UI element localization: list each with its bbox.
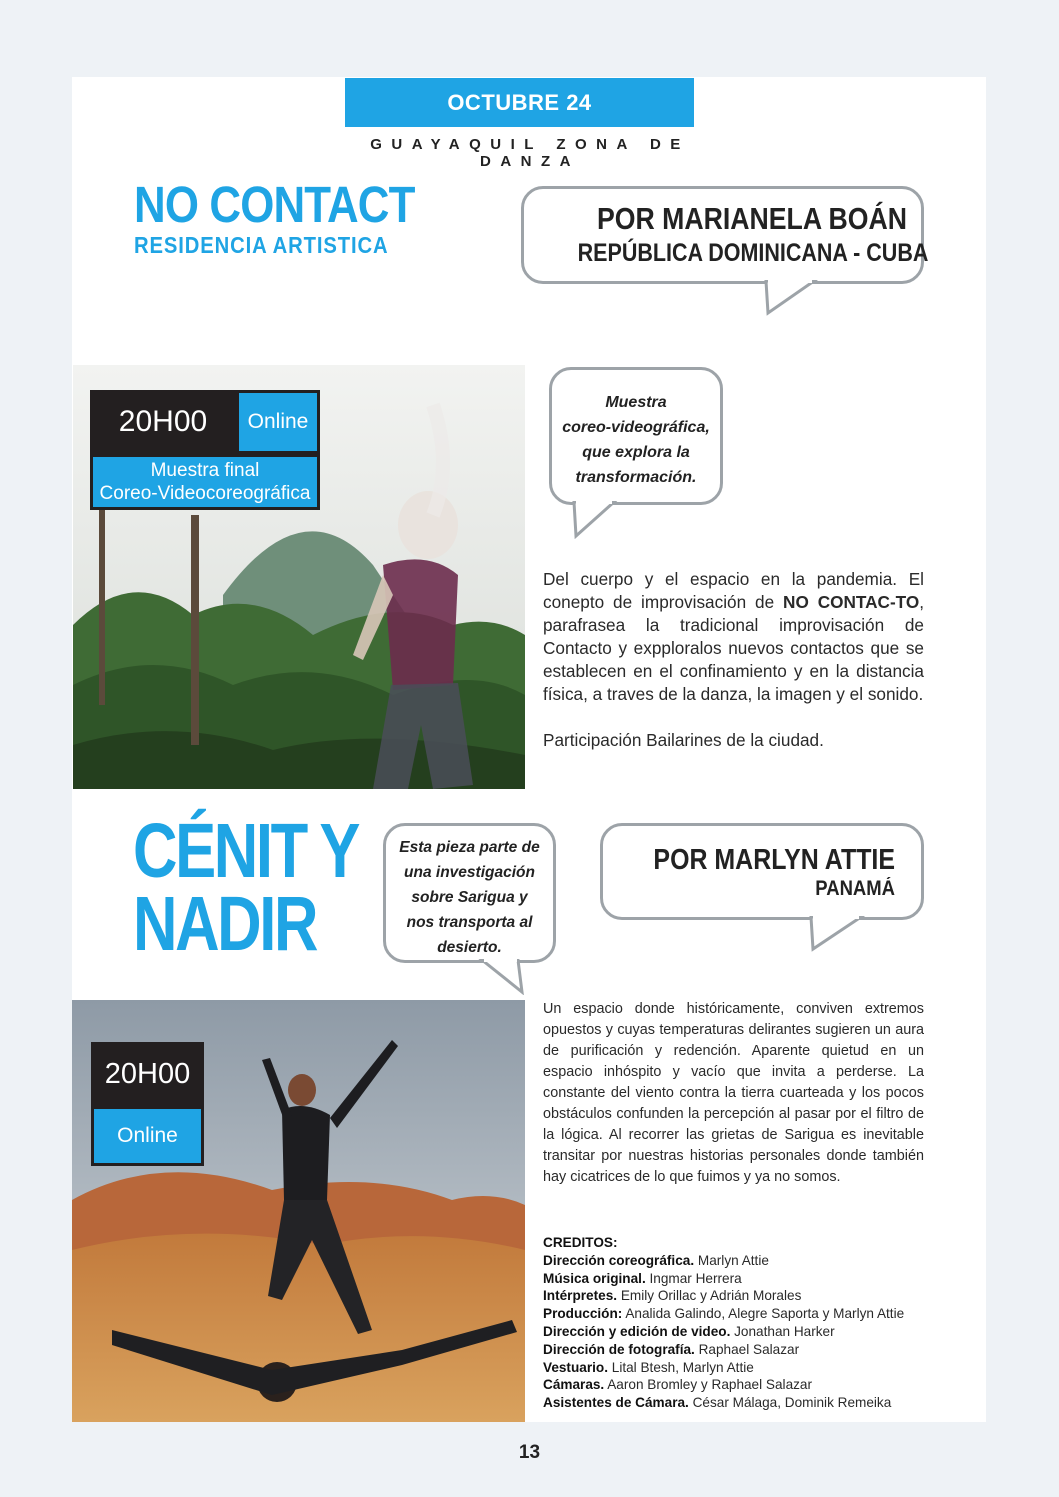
credit-names: Ingmar Herrera: [645, 1270, 742, 1286]
credit-role: Intérpretes.: [543, 1288, 618, 1304]
event1-subtitle: RESIDENCIA ARTISTICA: [134, 232, 389, 258]
event1-label-line: Muestra final: [150, 460, 260, 481]
credit-names: Emily Orillac y Adrián Morales: [617, 1288, 802, 1304]
event2-quote-line: Esta pieza parte de: [399, 839, 540, 856]
event2-mode-badge: Online: [91, 1106, 204, 1166]
credit-row: [543, 1376, 933, 1394]
bubble-tail-icon: [805, 916, 867, 952]
credit-row: [543, 1323, 933, 1341]
bubble-tail-icon: [570, 501, 620, 539]
event1-author: POR MARIANELA BOÁN: [596, 201, 907, 236]
event2-country: PANAMÁ: [815, 877, 895, 900]
event1-participation: Participación Bailarines de la ciudad.: [543, 730, 824, 750]
credit-role: Producción:: [543, 1306, 623, 1322]
credit-row: [543, 1270, 933, 1288]
credit-row: [543, 1252, 933, 1270]
event2-quote-line: desierto.: [437, 939, 502, 956]
event1-desc-text: , parafrasea la tradicional improvisación de Contacto y expploralos nuevos contactos que se establecen en el confinamiento y en la distancia física, a traves de la danza, la imagen y el sonido.: [543, 592, 925, 704]
festival-subtitle: GUAYAQUIL ZONA DE DANZA: [370, 136, 690, 170]
event1-mode-badge: Online: [236, 390, 320, 454]
credit-role: Dirección coreográfica.: [543, 1252, 695, 1268]
event1-country: REPÚBLICA DOMINICANA - CUBA: [577, 239, 929, 267]
event1-title: NO CONTACT: [134, 176, 415, 233]
credit-row: [543, 1341, 933, 1359]
event2-author: POR MARLYN ATTIE: [653, 844, 895, 876]
credit-role: Asistentes de Cámara.: [543, 1395, 689, 1411]
credit-role: Dirección y edición de video.: [543, 1323, 731, 1339]
event2-title-line: NADIR: [133, 881, 317, 967]
event1-description: [543, 568, 924, 752]
credit-role: Cámaras.: [543, 1377, 605, 1393]
credit-names: Jonathan Harker: [730, 1323, 835, 1339]
event1-desc-text: Del cuerpo y el espacio en la pandemia. El conepto de improvisación de: [543, 569, 924, 612]
credit-names: Lital Btesh, Marlyn Attie: [607, 1359, 754, 1375]
event2-title: [133, 808, 359, 967]
bubble-tail-icon: [760, 280, 820, 316]
credit-names: Aaron Bromley y Raphael Salazar: [604, 1377, 813, 1393]
event2-credits: [543, 1234, 933, 1412]
credit-names: Marlyn Attie: [694, 1252, 769, 1268]
event1-quote-line: transformación.: [575, 469, 697, 486]
event2-time: 20H00: [91, 1042, 204, 1106]
event1-author-bubble: [521, 186, 929, 284]
event1-quote-line: que explora la: [582, 444, 690, 461]
page-number: 13: [518, 1442, 541, 1463]
date-banner: OCTUBRE 24: [345, 78, 694, 127]
event1-time: 20H00: [90, 390, 236, 454]
event2-quote-line: nos transporta al: [406, 914, 533, 931]
event1-label-box: [90, 454, 320, 510]
credit-row: [543, 1359, 933, 1377]
event2-title-line: CÉNIT Y: [133, 808, 359, 894]
credit-role: Vestuario.: [543, 1359, 608, 1375]
event1-desc-bold: NO CONTAC-TO: [783, 592, 920, 612]
credit-names: Analida Galindo, Alegre Saporta y Marlyn Attie: [622, 1306, 905, 1322]
credit-row: [543, 1394, 933, 1412]
credits-heading: CREDITOS:: [543, 1235, 618, 1250]
credit-role: Dirección de fotografía.: [543, 1341, 695, 1357]
event2-quote-line: sobre Sarigua y: [411, 889, 528, 906]
credit-row: [543, 1305, 933, 1323]
event1-label-line: Coreo-Videocoreográfica: [99, 483, 311, 504]
event2-description: Un espacio donde históricamente, conviven extremos opuestos y cuyas temperaturas delirantes sugieren un aura de purificación y redención. Aparente quietud en un espacio inhóspito y vacío que invita a perderse. La constante del viento contra la tierra cuarteada y los pocos obstáculos confunden la percepción al pasar por el filtro de la lógica. Al recorrer las grietas de Sarigua es inevitable transitar por nuestras historias personales donde también hay cicatrices de lo que fuimos y ya no somos.: [543, 1001, 924, 1185]
event2-author-bubble: [600, 823, 924, 920]
credit-row: [543, 1287, 933, 1305]
event1-quote-line: coreo-videográfica,: [562, 419, 710, 436]
credit-role: Música original.: [543, 1270, 646, 1286]
credit-names: Raphael Salazar: [694, 1341, 800, 1357]
event1-quote-line: Muestra: [605, 394, 667, 411]
event1-quote-bubble: [549, 367, 723, 505]
event2-quote-bubble: [383, 823, 556, 963]
bubble-tail-icon: [478, 959, 528, 995]
credit-names: César Málaga, Dominik Remeika: [688, 1395, 892, 1411]
event2-quote-line: una investigación: [404, 864, 535, 881]
